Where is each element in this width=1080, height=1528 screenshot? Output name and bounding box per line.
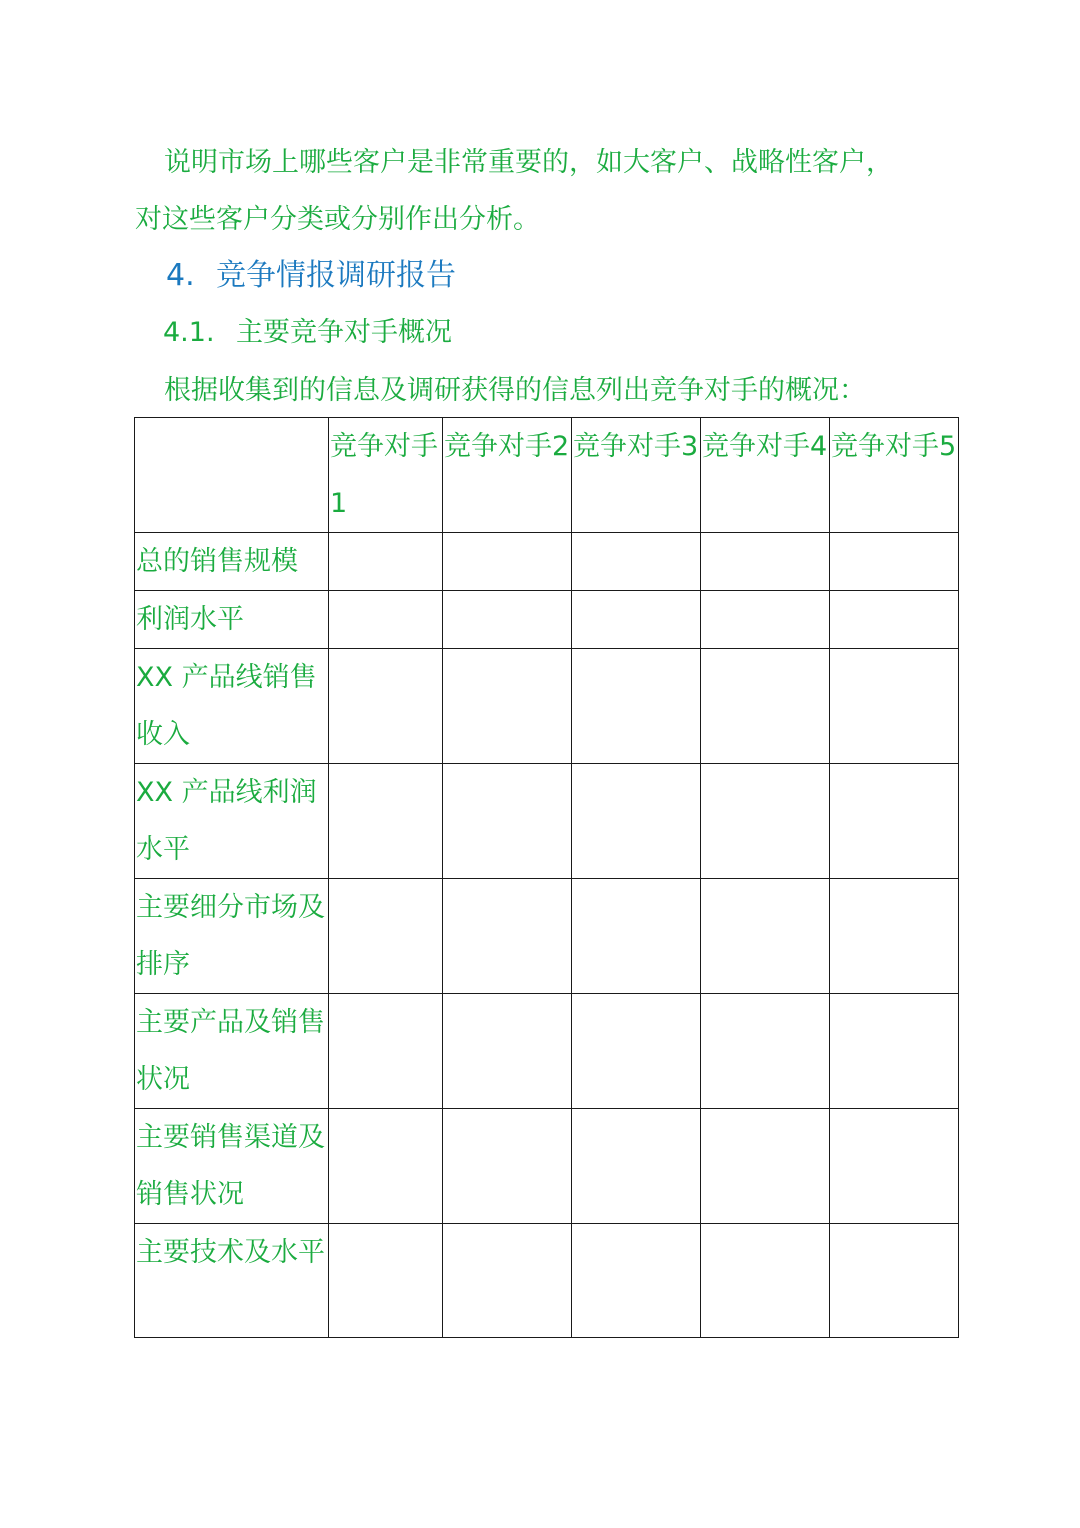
table-cell xyxy=(443,1224,572,1338)
table-cell xyxy=(830,1224,959,1338)
section-4-title: 竞争情报调研报告 xyxy=(216,258,456,293)
table-cell xyxy=(329,1224,443,1338)
section-4-1-number: 4.1. xyxy=(163,317,215,348)
paragraph-customers-line1 xyxy=(135,134,955,191)
table-cell xyxy=(830,533,959,591)
table-cell xyxy=(572,649,701,764)
row-label: 主要细分市场及排序 xyxy=(135,879,329,994)
table-cell xyxy=(443,994,572,1109)
table-cell xyxy=(701,649,830,764)
section-4-1-title: 主要竞争对手概况 xyxy=(236,317,452,348)
table-cell xyxy=(572,994,701,1109)
section-4-number: 4. xyxy=(166,258,195,293)
table-row xyxy=(135,649,959,764)
section-4-1-heading xyxy=(163,307,452,359)
table-header-cell: 竞争对手3 xyxy=(572,418,701,533)
table-cell xyxy=(329,994,443,1109)
table-cell xyxy=(443,533,572,591)
table-cell xyxy=(572,879,701,994)
paragraph-customers-line2: 对这些客户分类或分别作出分析。 xyxy=(135,204,540,235)
table-cell xyxy=(572,1109,701,1224)
table-cell xyxy=(329,764,443,879)
table-header-cell: 竞争对手 1 xyxy=(329,418,443,533)
table-cell xyxy=(572,764,701,879)
table-header-cell: 竞争对手5 xyxy=(830,418,959,533)
table-cell xyxy=(701,591,830,649)
table-cell xyxy=(701,1224,830,1338)
competitor-table xyxy=(134,417,959,1338)
table-cell xyxy=(443,591,572,649)
intro-text-content: 根据收集到的信息及调研获得的信息列出竞争对手的概况： xyxy=(164,375,866,406)
table-cell xyxy=(572,1224,701,1338)
table-header-cell xyxy=(135,418,329,533)
row-label: 主要技术及水平 xyxy=(135,1224,329,1338)
table-cell xyxy=(830,591,959,649)
table-cell xyxy=(443,879,572,994)
table-header-cell: 竞争对手4 xyxy=(701,418,830,533)
table-cell xyxy=(329,533,443,591)
table-row xyxy=(135,533,959,591)
paragraph-customers-line1-text: 说明市场上哪些客户是非常重要的，如大客户、战略性客户， xyxy=(164,147,893,178)
table-cell xyxy=(701,533,830,591)
section-4-heading xyxy=(166,250,456,302)
table-cell xyxy=(701,994,830,1109)
table-cell xyxy=(443,1109,572,1224)
row-label: XX 产品线利润水平 xyxy=(135,764,329,879)
table-cell xyxy=(701,1109,830,1224)
table-cell xyxy=(443,764,572,879)
row-label: 利润水平 xyxy=(135,591,329,649)
table-row xyxy=(135,1109,959,1224)
table-cell xyxy=(329,1109,443,1224)
table-cell xyxy=(701,879,830,994)
table-cell xyxy=(443,649,572,764)
table-cell xyxy=(701,764,830,879)
table-cell xyxy=(830,994,959,1109)
row-label: 总的销售规模 xyxy=(135,533,329,591)
intro-text xyxy=(135,362,955,419)
row-label: XX 产品线销售收入 xyxy=(135,649,329,764)
table-cell xyxy=(572,591,701,649)
table-cell xyxy=(572,533,701,591)
table-cell xyxy=(830,1109,959,1224)
table-cell xyxy=(830,649,959,764)
table-header-cell: 竞争对手2 xyxy=(443,418,572,533)
table-row xyxy=(135,1224,959,1338)
table-row xyxy=(135,764,959,879)
table-cell xyxy=(830,764,959,879)
row-label: 主要产品及销售状况 xyxy=(135,994,329,1109)
table-cell xyxy=(329,591,443,649)
table-row xyxy=(135,591,959,649)
row-label: 主要销售渠道及销售状况 xyxy=(135,1109,329,1224)
table-cell xyxy=(329,879,443,994)
table-row xyxy=(135,879,959,994)
table-header-row xyxy=(135,418,959,533)
table-cell xyxy=(329,649,443,764)
table-row xyxy=(135,994,959,1109)
table-cell xyxy=(830,879,959,994)
